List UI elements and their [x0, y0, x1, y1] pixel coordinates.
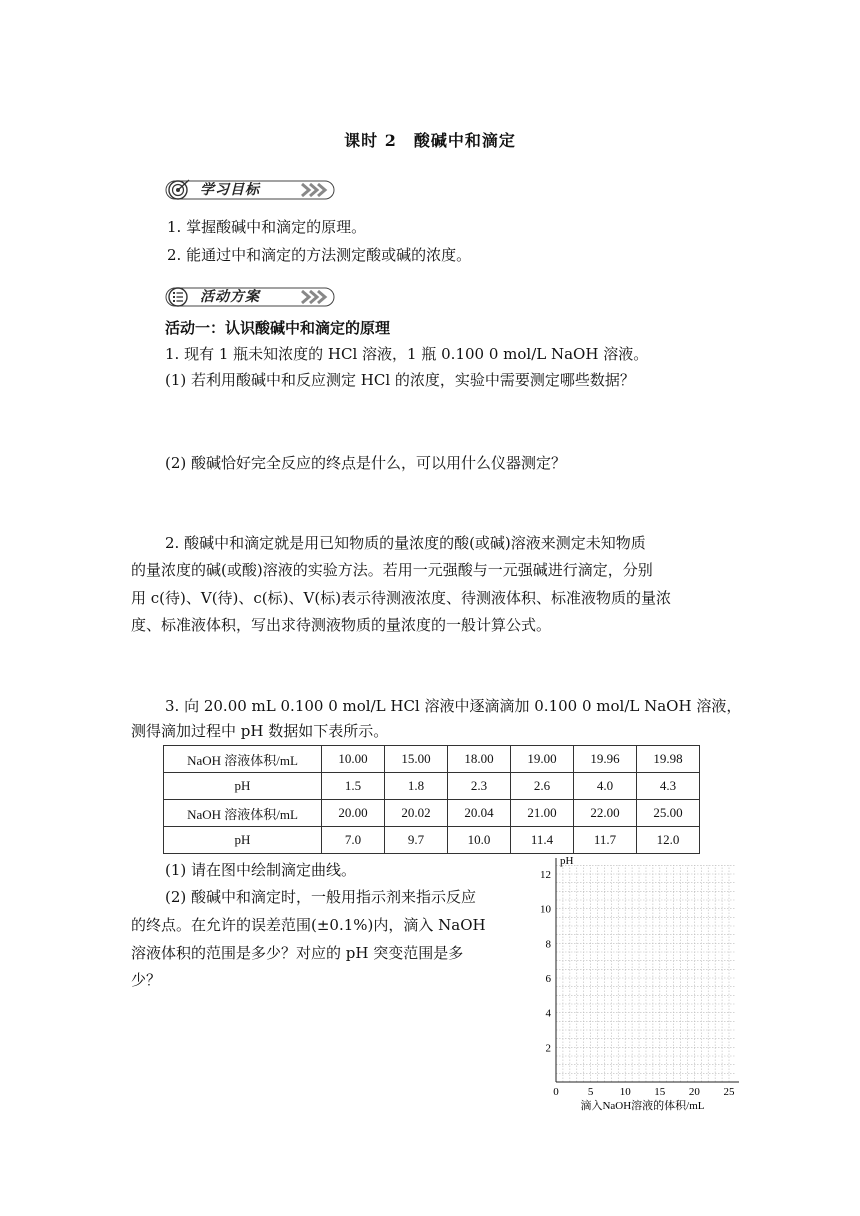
x-tick-label: 5 — [587, 1086, 594, 1098]
table-cell: 22.00 — [574, 800, 637, 827]
objectives-label: 学习目标 — [200, 182, 260, 198]
y-tick-label: 10 — [540, 903, 551, 916]
row-header-ph: pH — [164, 773, 322, 800]
x-tick-label: 10 — [619, 1086, 631, 1098]
question-2-line3: 用 c(待)、V(待)、c(标)、V(标)表示待测液浓度、待测液体积、标准液物质的量浓 — [131, 589, 672, 607]
objective-1: 1. 掌握酸碱中和滴定的原理。 — [167, 218, 367, 236]
question-1-2: (2) 酸碱恰好完全反应的终点是什么，可以用什么仪器测定？ — [165, 454, 567, 472]
question-2-line2: 的量浓度的碱(或酸)溶液的实验方法。若用一元强酸与一元强碱进行滴定，分别 — [131, 561, 653, 579]
table-cell: 20.02 — [385, 800, 448, 827]
row-header-volume: NaOH 溶液体积/mL — [164, 746, 322, 773]
question-3-line2: 测得滴加过程中 pH 数据如下表所示。 — [131, 722, 389, 740]
question-3-2-line3: 溶液体积的范围是多少？对应的 pH 突变范围是多 — [131, 944, 464, 962]
table-cell: 4.3 — [637, 773, 700, 800]
table-cell: 4.0 — [574, 773, 637, 800]
y-tick-label: 12 — [540, 869, 551, 881]
table-cell: 18.00 — [448, 746, 511, 773]
table-cell: 11.4 — [511, 827, 574, 854]
table-cell: 19.96 — [574, 746, 637, 773]
table-cell: 20.04 — [448, 800, 511, 827]
activity-banner — [162, 285, 342, 307]
objective-2: 2. 能通过中和滴定的方法测定酸或碱的浓度。 — [167, 246, 472, 264]
x-tick-label: 25 — [723, 1086, 735, 1098]
question-3-2-line2: 的终点。在允许的误差范围(±0.1%)内，滴入 NaOH — [131, 916, 486, 934]
table-row — [164, 773, 700, 800]
table-cell: 19.00 — [511, 746, 574, 773]
question-1-1: (1) 若利用酸碱中和反应测定 HCl 的浓度，实验中需要测定哪些数据？ — [165, 371, 635, 389]
y-axis-label: pH — [560, 855, 574, 867]
table-cell: 11.7 — [574, 827, 637, 854]
page-title: 课时 2 酸碱中和滴定 — [344, 131, 516, 150]
table-cell: 25.00 — [637, 800, 700, 827]
table-cell: 10.0 — [448, 827, 511, 854]
x-tick-label: 0 — [553, 1086, 559, 1098]
table-cell: 1.5 — [322, 773, 385, 800]
table-cell: 2.3 — [448, 773, 511, 800]
titration-table — [163, 745, 700, 854]
table-cell: 19.98 — [637, 746, 700, 773]
table-cell: 10.00 — [322, 746, 385, 773]
table-cell: 7.0 — [322, 827, 385, 854]
table-cell: 2.6 — [511, 773, 574, 800]
table-cell: 21.00 — [511, 800, 574, 827]
question-2-line4: 度、标准液体积，写出求待测液物质的量浓度的一般计算公式。 — [131, 616, 552, 634]
y-tick-label: 8 — [545, 938, 551, 951]
table-row — [164, 746, 700, 773]
question-2-line1: 2. 酸碱中和滴定就是用已知物质的量浓度的酸(或碱)溶液来测定未知物质 — [165, 534, 646, 552]
table-cell: 1.8 — [385, 773, 448, 800]
activity1-heading: 活动一：认识酸碱中和滴定的原理 — [165, 319, 391, 337]
y-tick-label: 4 — [545, 1007, 551, 1020]
question-1: 1. 现有 1 瓶未知浓度的 HCl 溶液，1 瓶 0.100 0 mol/L NaOH 溶液。 — [165, 345, 649, 363]
table-cell: 12.0 — [637, 827, 700, 854]
row-header-volume: NaOH 溶液体积/mL — [164, 800, 322, 827]
titration-chart — [530, 852, 740, 1112]
x-axis-label: 滴入NaOH溶液的体积/mL — [580, 1100, 705, 1112]
y-tick-label: 6 — [545, 973, 551, 985]
row-header-ph: pH — [164, 827, 322, 854]
question-3-1: (1) 请在图中绘制滴定曲线。 — [165, 861, 357, 879]
table-row — [164, 827, 700, 854]
activity-label: 活动方案 — [200, 289, 260, 305]
table-cell: 20.00 — [322, 800, 385, 827]
x-tick-label: 20 — [688, 1086, 700, 1098]
question-3-2-line1: (2) 酸碱中和滴定时，一般用指示剂来指示反应 — [165, 888, 477, 906]
question-3-line1: 3. 向 20.00 mL 0.100 0 mol/L HCl 溶液中逐滴滴加 0.100 0 mol/L NaOH 溶液， — [165, 697, 742, 715]
table-cell: 15.00 — [385, 746, 448, 773]
table-row — [164, 800, 700, 827]
table-cell: 9.7 — [385, 827, 448, 854]
y-tick-label: 2 — [545, 1042, 551, 1055]
objectives-banner — [162, 178, 342, 200]
question-3-2-line4: 少？ — [131, 971, 162, 989]
x-tick-label: 15 — [654, 1086, 666, 1098]
